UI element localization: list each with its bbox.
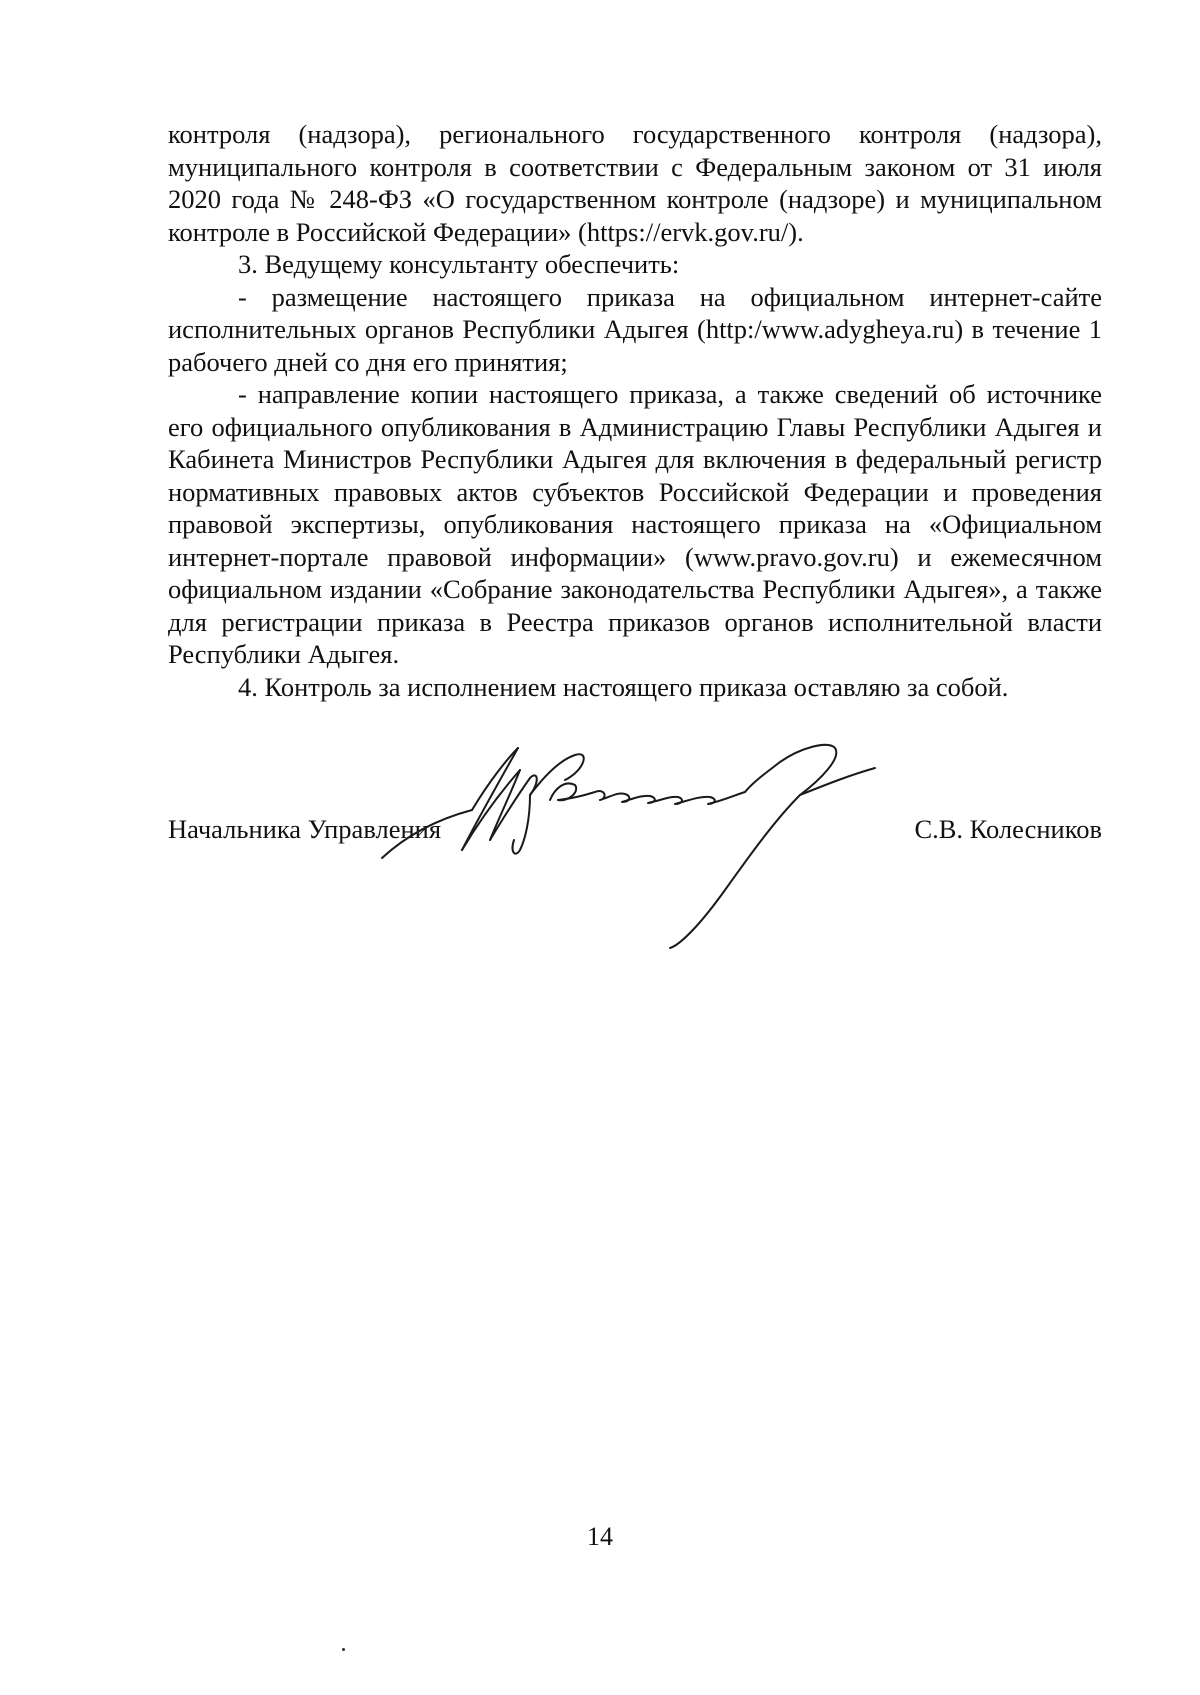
handwritten-signature: [380, 740, 960, 950]
paragraph-1: контроля (надзора), регионального государственного контроля (надзора), муниципального контроля в соответствии с Федеральным законом от 31 июля 2020 года № 248-ФЗ «О государственном контроле (надзоре) и муниципальном контроле в Российской Федерации» (https://ervk.gov.ru/).: [168, 119, 1102, 247]
body-text: [168, 118, 1102, 703]
paragraph-3: - размещение настоящего приказа на официальном интернет-сайте исполнительных органов Республики Адыгея (http:/www.adygheya.ru) в течение 1 рабочего дней со дня его принятия;: [168, 281, 1102, 377]
paragraph-2: 3. Ведущему консультанту обеспечить:: [238, 249, 680, 279]
paragraph-5: 4. Контроль за исполнением настоящего приказа оставляю за собой.: [238, 671, 1009, 702]
scan-speck: [342, 1648, 345, 1651]
signatory-title: Начальника Управления: [168, 814, 442, 844]
signatory-name: С.В. Колесников: [914, 814, 1102, 844]
paragraph-4: - направление копии настоящего приказа, а также сведений об источнике его официального опубликования в Администрацию Главы Республики Адыгея и Кабинета Министров Республики Адыгея для включения в федеральный регистр нормативных правовых актов субъектов Российской Федерации и проведения правовой экспертизы, опубликования настоящего приказа на «Официальном интернет-портале правовой информации» (www.pravo.gov.ru) и ежемесячном официальном издании «Собрание законодательства Республики Адыгея», а также для регистрации приказа в Реестра приказов органов исполнительной власти Республики Адыгея.: [168, 379, 1102, 669]
page-number: 14: [587, 1522, 613, 1551]
